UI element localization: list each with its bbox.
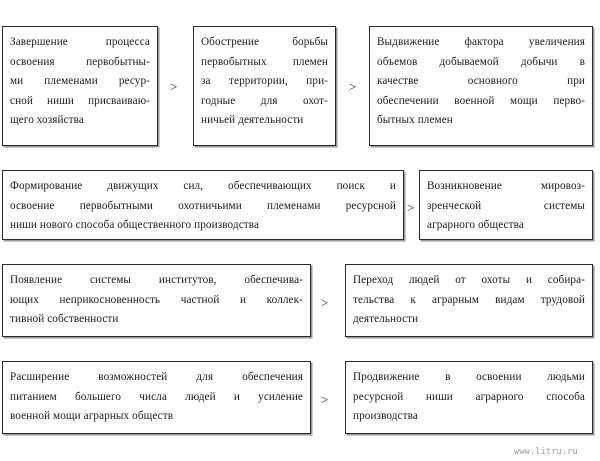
flowchart-box-r2c1: [2, 170, 404, 240]
flowchart-text-line: бытных племен: [377, 114, 453, 126]
flowchart-box-text: [377, 33, 585, 131]
flowchart-text-line: питанием большего числа людей и усиление: [10, 390, 303, 403]
flowchart-text-line: ниши нового способа общественного производства: [10, 219, 260, 231]
flowchart-text-line: тельства к аграрным видам трудовой: [353, 293, 585, 306]
flowchart-box-r1c3: [369, 26, 593, 146]
flowchart-box-r1c1: [2, 26, 158, 146]
flowchart-text-line: качестве основного при: [377, 75, 585, 87]
flowchart-box-text: [10, 33, 150, 131]
flowchart-text-line: сной ниши присваиваю-: [10, 94, 150, 107]
flowchart-text-line: Формирование движущих сил, обеспечивающих поиск и: [10, 180, 396, 192]
flowchart-text-line: деятельности: [353, 313, 419, 325]
flowchart-box-text: [10, 271, 303, 330]
flowchart-text-line: Завершение процесса: [10, 36, 150, 48]
flowchart-text-line: обеспечении военной мощи перво-: [377, 94, 585, 107]
flowchart-box-text: [353, 271, 585, 330]
flowchart-text-line: освоения первобытны-: [10, 55, 150, 68]
flowchart-box-r4c2: [345, 361, 593, 434]
flowchart-text-line: производства: [353, 410, 418, 422]
flowchart-box-r4c1: [2, 361, 311, 434]
flowchart-text-line: объемов добываемой добычи в: [377, 55, 585, 68]
watermark-litru: www.litru.ru: [514, 447, 578, 457]
arrow-connector: >: [349, 79, 357, 94]
flowchart-box-r2c2: [419, 170, 593, 240]
flowchart-text-line: первобытных племен: [201, 55, 328, 68]
flowchart-box-text: [201, 33, 328, 131]
flowchart-box-text: [10, 177, 396, 236]
flowchart-text-line: тивной собственности: [10, 313, 119, 325]
flowchart-text-line: аграрного общества: [427, 219, 524, 231]
flowchart-text-line: Продвижение в освоении людьми: [353, 371, 585, 383]
flowchart-box-text: [10, 368, 303, 427]
flowchart-text-line: ничьей деятельности: [201, 114, 304, 126]
arrow-connector: >: [170, 79, 178, 94]
flowchart-text-line: военной мощи аграрных обществ: [10, 410, 174, 422]
flowchart-text-line: Появление системы институтов, обеспечива-: [10, 274, 303, 286]
flowchart-text-line: за территории, при-: [201, 75, 328, 87]
flowchart-text-line: ресурсной ниши аграрного способа: [353, 390, 585, 403]
flowchart-text-line: Расширение возможностей для обеспечения: [10, 371, 303, 383]
flowchart-text-line: зренческой системы: [427, 199, 585, 212]
flowchart-box-r3c1: [2, 264, 311, 337]
flowchart-box-r1c2: [193, 26, 336, 146]
arrow-connector: >: [321, 295, 329, 310]
flowchart-text-line: щего хозяйства: [10, 114, 84, 126]
flowchart-text-line: ющих неприкосновенность частной и коллек-: [10, 293, 303, 306]
flowchart-box-r3c2: [345, 264, 593, 337]
flowchart-box-text: [353, 368, 585, 427]
flowchart-text-line: Переход людей от охоты и собира-: [353, 274, 585, 286]
flowchart-text-line: Выдвижение фактора увеличения: [377, 36, 585, 48]
flowchart-text-line: годные для охот-: [201, 94, 328, 107]
arrow-connector: >: [407, 200, 415, 215]
flowchart-text-line: ми племенами ресур-: [10, 75, 150, 87]
flowchart-text-line: освоение первобытными охотничьими племенами ресурсной: [10, 199, 396, 212]
flowchart-box-text: [427, 177, 585, 236]
flowchart-text-line: Обострение борьбы: [201, 36, 328, 48]
flowchart-text-line: Возникновение мировоз-: [427, 180, 585, 192]
arrow-connector: >: [321, 392, 329, 407]
